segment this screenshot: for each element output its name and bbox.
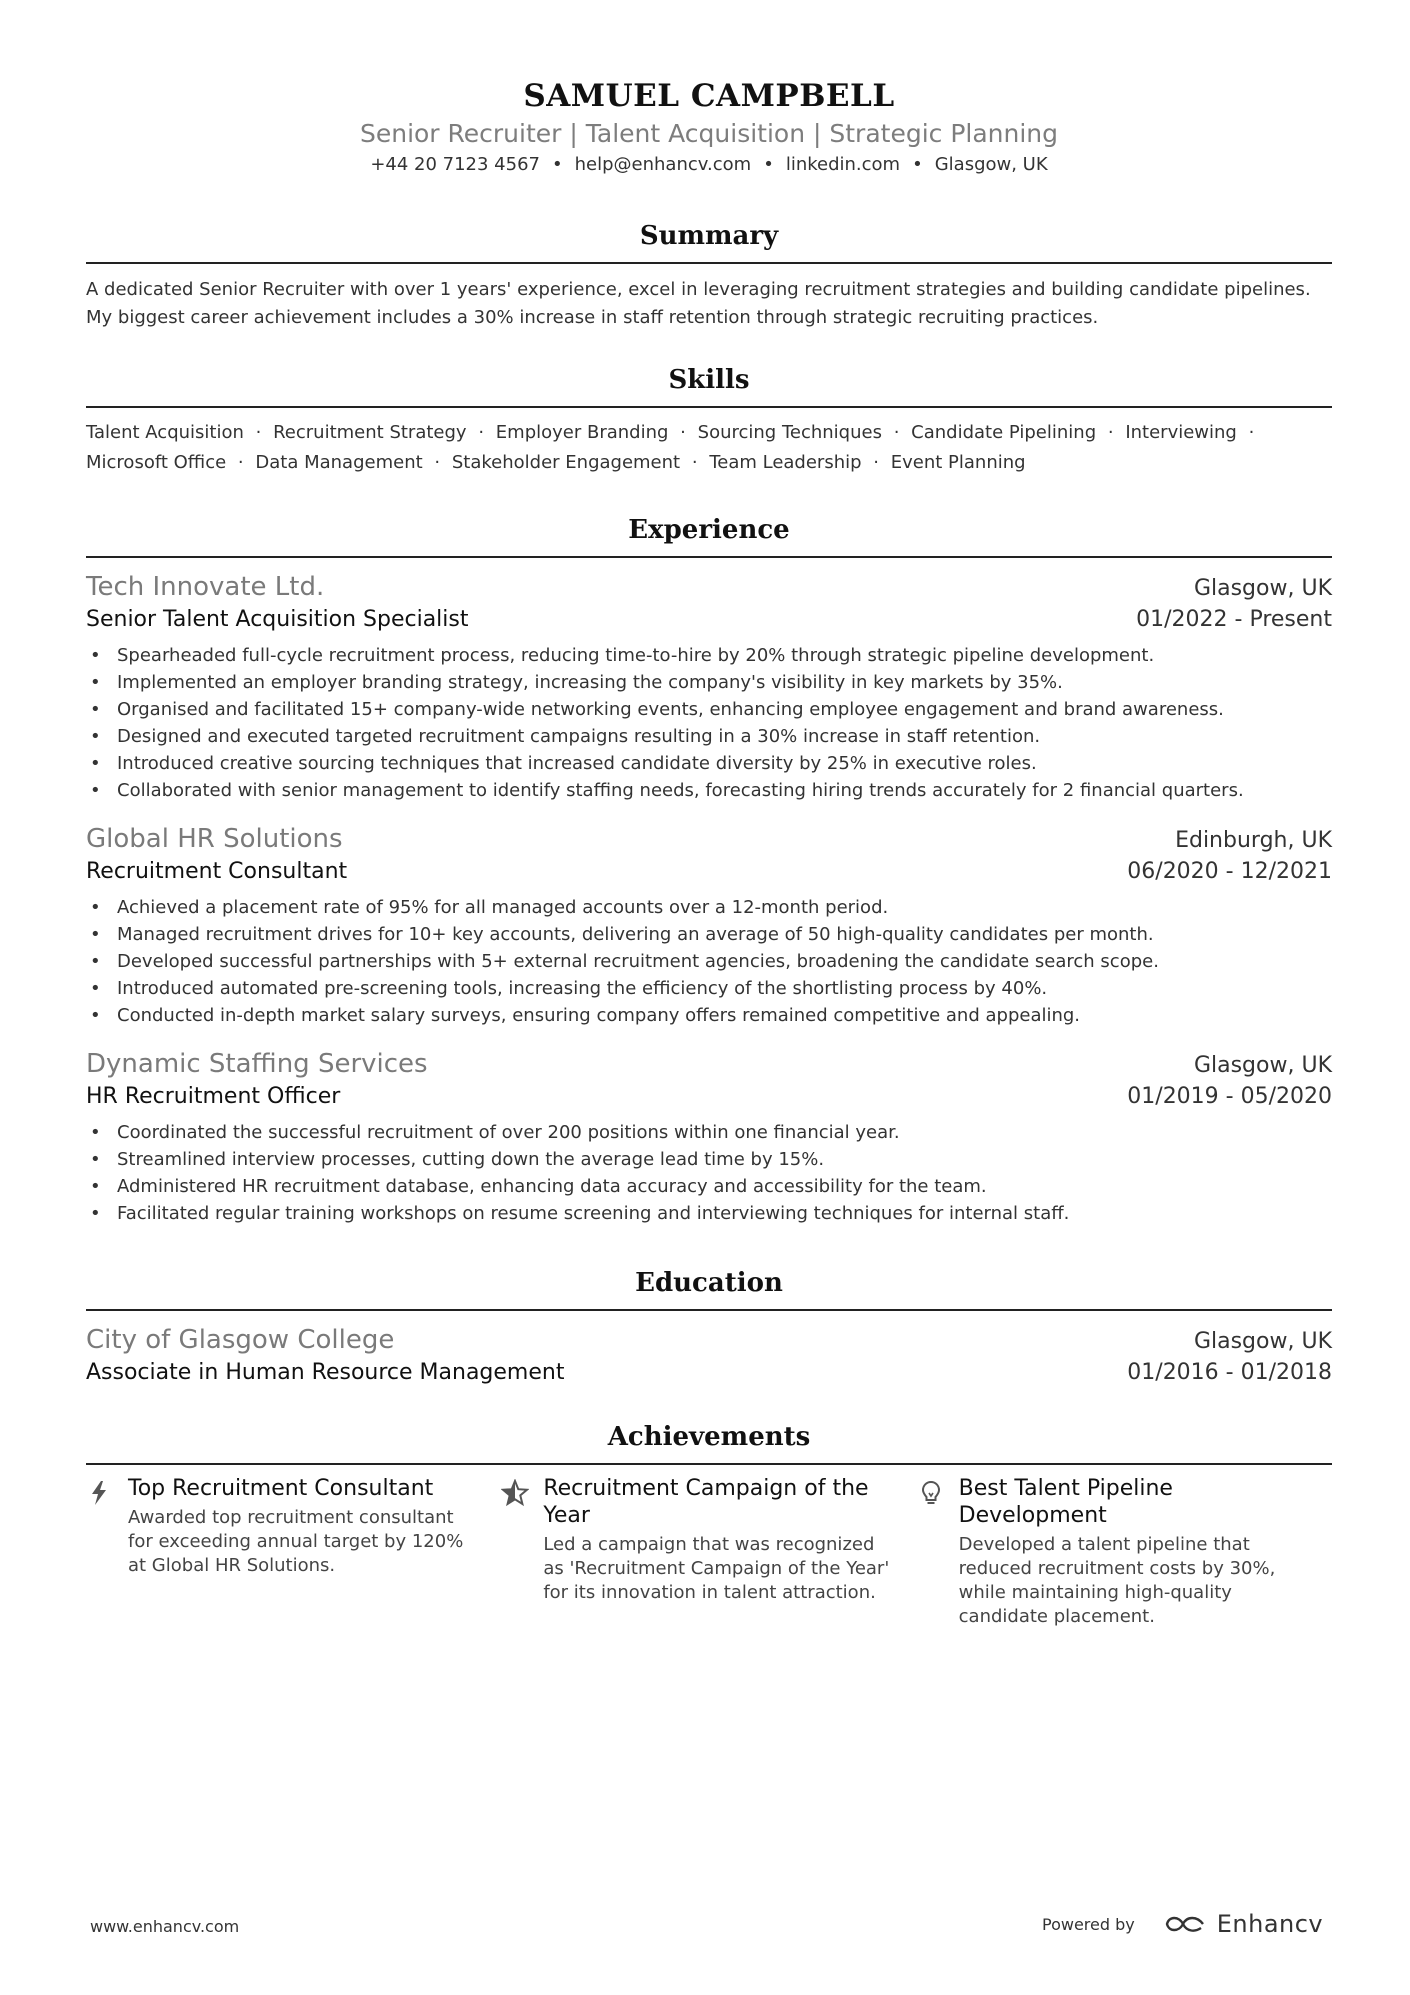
achievement-bullets: [86, 642, 1332, 804]
achievement-title: Top Recruitment Consultant: [128, 1476, 434, 1501]
education-header-row: [86, 1323, 1332, 1357]
achievement-description: Led a campaign that was recognized as 'Recruitment Campaign of the Year' for its innovation in talent attraction.: [543, 1534, 890, 1603]
headline: Senior Recruiter | Talent Acquisition | Strategic Planning: [359, 119, 1059, 148]
education-degree-row: [86, 1357, 1332, 1389]
achievement-bullets: [86, 894, 1332, 1029]
company-name: Dynamic Staffing Services: [86, 1049, 428, 1079]
skill-separator: ·: [478, 422, 485, 443]
bullet-item: • Designed and executed targeted recruitment campaigns resulting in a 30% increase in staff retention.: [86, 723, 1332, 750]
lightbulb-icon: [917, 1475, 959, 1629]
experience-entry: [86, 1047, 1332, 1227]
job-location: Glasgow, UK: [1193, 1053, 1332, 1078]
summary-text: A dedicated Senior Recruiter with over 1 years' experience, excel in leveraging recruitment strategies and building candidate pipelines. My biggest career achievement includes a 30% increase in staff retention through strategic recruiting practices.: [86, 279, 1311, 328]
skill-item: Recruitment Strategy: [273, 422, 467, 443]
job-location: Edinburgh, UK: [1175, 828, 1332, 853]
education-dates: 01/2016 - 01/2018: [1127, 1360, 1332, 1385]
candidate-name: SAMUEL CAMPBELL: [523, 78, 895, 114]
skill-item: Stakeholder Engagement: [451, 452, 681, 473]
bullet-item: • Conducted in-depth market salary surveys, ensuring company offers remained competitive and appealing.: [86, 1002, 1332, 1029]
contact-separator: •: [912, 154, 923, 175]
skill-item: Interviewing: [1125, 422, 1237, 443]
job-location: Glasgow, UK: [1193, 576, 1332, 601]
skill-item: Microsoft Office: [86, 452, 227, 473]
education-list: [86, 1323, 1332, 1389]
skill-item: Employer Branding: [495, 422, 669, 443]
education-heading: Education: [86, 1267, 1332, 1311]
experience-entry: [86, 570, 1332, 804]
skill-item: Data Management: [255, 452, 423, 473]
achievement-item: [86, 1475, 501, 1629]
company-name: Tech Innovate Ltd.: [86, 572, 325, 602]
skills-heading: Skills: [86, 364, 1332, 408]
achievement-text: [543, 1475, 895, 1629]
skill-separator: ·: [680, 422, 686, 443]
job-title: Recruitment Consultant: [86, 859, 348, 884]
experience-role-row: [86, 856, 1332, 888]
bullet-item: • Streamlined interview processes, cutting down the average lead time by 15%.: [86, 1146, 1332, 1173]
contact-separator: •: [552, 154, 563, 175]
experience-entry: [86, 822, 1332, 1029]
skill-item: Event Planning: [890, 452, 1026, 473]
company-name: Global HR Solutions: [86, 824, 343, 854]
summary-heading: Summary: [86, 220, 1332, 264]
contact-email[interactable]: help@enhancv.com: [574, 154, 752, 175]
achievements-heading: Achievements: [86, 1421, 1332, 1465]
school-location: Glasgow, UK: [1193, 1329, 1332, 1354]
skill-item: Sourcing Techniques: [697, 422, 882, 443]
skill-item: Team Leadership: [709, 452, 862, 473]
job-dates: 01/2022 - Present: [1136, 607, 1332, 632]
achievement-item: [501, 1475, 916, 1629]
bullet-item: • Managed recruitment drives for 10+ key accounts, delivering an average of 50 high-quality candidates per month.: [86, 921, 1332, 948]
contact-linkedin[interactable]: linkedin.com: [785, 154, 901, 175]
star-icon: [501, 1475, 543, 1629]
bullet-item: • Implemented an employer branding strategy, increasing the company's visibility in key markets by 35%.: [86, 669, 1332, 696]
footer-branding: [1042, 1910, 1323, 1938]
experience-header-row: [86, 570, 1332, 604]
powered-by-label: Powered by: [1042, 1914, 1135, 1934]
bullet-item: • Administered HR recruitment database, enhancing data accuracy and accessibility for the team.: [86, 1173, 1332, 1200]
footer-website[interactable]: www.enhancv.com: [90, 1917, 240, 1936]
skill-item: Talent Acquisition: [86, 422, 244, 443]
experience-list: [86, 570, 1332, 1227]
job-dates: 01/2019 - 05/2020: [1127, 1084, 1332, 1109]
job-dates: 06/2020 - 12/2021: [1127, 859, 1332, 884]
contact-location: Glasgow, UK: [934, 154, 1048, 175]
bullet-item: • Achieved a placement rate of 95% for all managed accounts over a 12-month period.: [86, 894, 1332, 921]
bullet-item: • Collaborated with senior management to identify staffing needs, forecasting hiring trends accurately for 2 financial quarters.: [86, 777, 1332, 804]
achievement-bullets: [86, 1119, 1332, 1227]
contact-separator: •: [763, 154, 774, 175]
experience-role-row: [86, 1081, 1332, 1113]
skill-separator: ·: [1248, 422, 1255, 443]
school-name: City of Glasgow College: [86, 1325, 395, 1355]
skill-separator: ·: [873, 452, 880, 473]
achievements-list: [86, 1475, 1332, 1629]
skill-separator: ·: [691, 452, 698, 473]
resume-page: [86, 0, 1332, 1629]
experience-role-row: [86, 604, 1332, 636]
bullet-item: • Facilitated regular training workshops on resume screening and interviewing techniques for internal staff.: [86, 1200, 1332, 1227]
bullet-item: • Developed successful partnerships with 5+ external recruitment agencies, broadening the candidate search scope.: [86, 948, 1332, 975]
experience-header-row: [86, 822, 1332, 856]
skill-separator: ·: [1107, 422, 1114, 443]
bullet-item: • Organised and facilitated 15+ company-wide networking events, enhancing employee engagement and brand awareness.: [86, 696, 1332, 723]
experience-heading: Experience: [86, 514, 1332, 558]
brand-name[interactable]: Enhancv: [1216, 1910, 1324, 1938]
bullet-item: • Coordinated the successful recruitment of over 200 positions within one financial year.: [86, 1119, 1332, 1146]
degree-title: Associate in Human Resource Management: [86, 1360, 565, 1385]
enhancv-logo-icon: [1161, 1911, 1209, 1937]
achievement-item: [917, 1475, 1332, 1629]
achievement-text: [959, 1475, 1311, 1629]
skill-item: Candidate Pipelining: [911, 422, 1097, 443]
achievement-description: Awarded top recruitment consultant for exceeding annual target by 120% at Global HR Solutions.: [128, 1507, 464, 1576]
lightning-icon: [86, 1475, 128, 1629]
experience-header-row: [86, 1047, 1332, 1081]
achievement-description: Developed a talent pipeline that reduced recruitment costs by 30%, while maintaining high-quality candidate placement.: [958, 1534, 1276, 1627]
bullet-item: • Introduced creative sourcing techniques that increased candidate diversity by 25% in executive roles.: [86, 750, 1332, 777]
contact-line: [86, 152, 1332, 178]
job-title: Senior Talent Acquisition Specialist: [86, 607, 469, 632]
skill-separator: ·: [893, 422, 900, 443]
achievement-title: Recruitment Campaign of the Year: [543, 1476, 869, 1528]
skills-list: [86, 418, 1332, 478]
skill-separator: ·: [255, 422, 262, 443]
contact-phone: +44 20 7123 4567: [370, 154, 540, 175]
achievement-title: Best Talent Pipeline Development: [958, 1476, 1173, 1528]
skill-separator: ·: [434, 452, 441, 473]
skill-separator: ·: [237, 452, 244, 473]
job-title: HR Recruitment Officer: [86, 1084, 341, 1109]
achievement-text: [128, 1475, 480, 1629]
education-entry: [86, 1323, 1332, 1389]
bullet-item: • Spearheaded full-cycle recruitment process, reducing time-to-hire by 20% through strategic pipeline development.: [86, 642, 1332, 669]
bullet-item: • Introduced automated pre-screening tools, increasing the efficiency of the shortlisting process by 40%.: [86, 975, 1332, 1002]
